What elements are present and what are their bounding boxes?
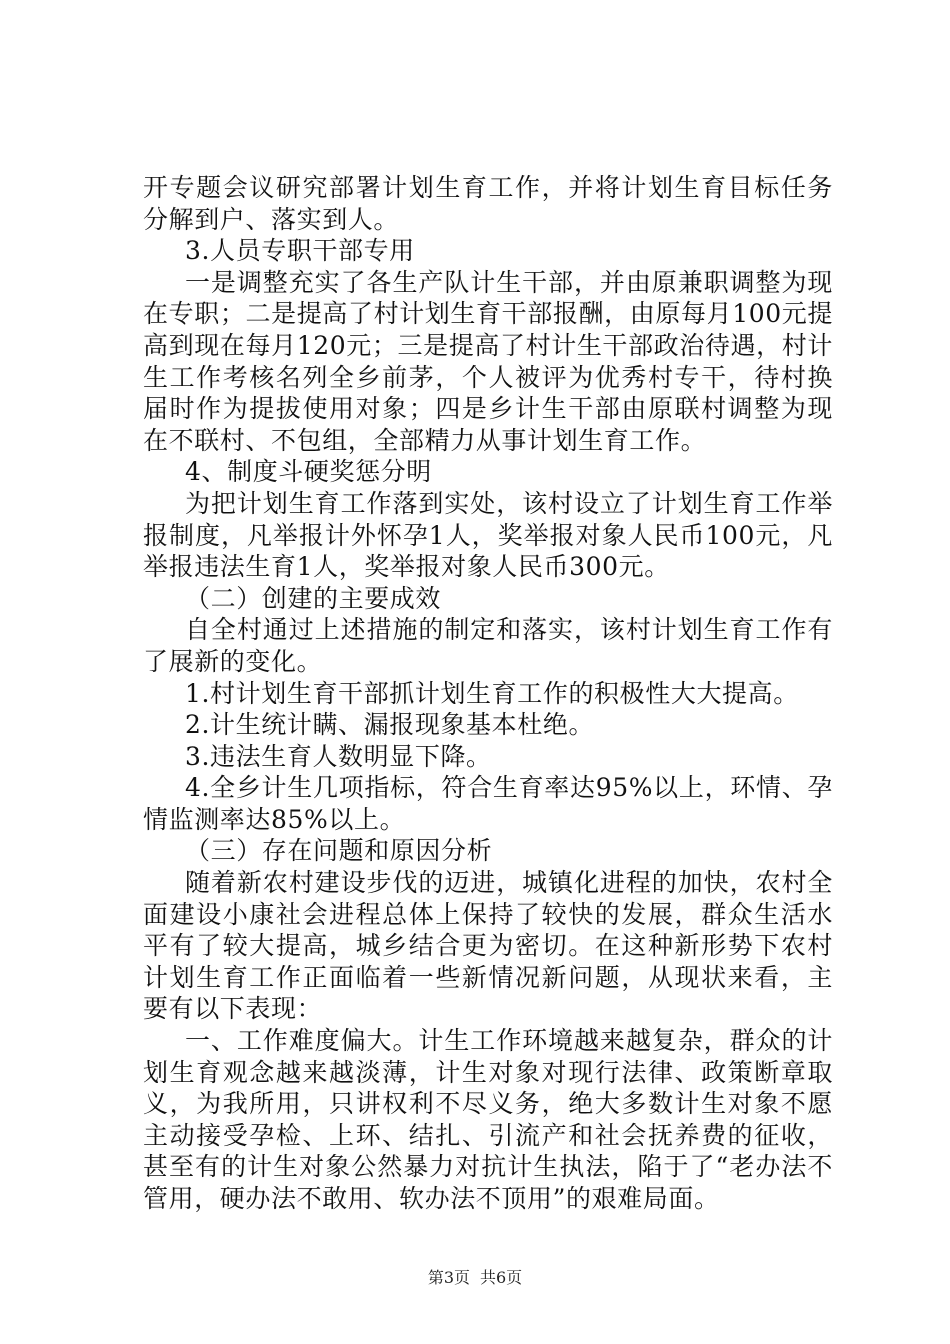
page-number: 第3页	[427, 1268, 470, 1287]
paragraph-staffing: 一是调整充实了各生产队计生干部，并由原兼职调整为现在专职；二是提高了村计划生育干部报酬，由原每月100元提高到现在每月120元；三是提高了村计生干部政治待遇，村计生工作考核名列全乡前茅，个人被评为优秀村专干，待村换届时作为提拔使用对象；四是乡计生干部由原联村调整为现在不联村、不包组，全部精力从事计划生育工作。	[143, 267, 833, 455]
section-heading-problems: （三）存在问题和原因分析	[185, 836, 493, 866]
page-footer	[0, 1265, 950, 1288]
document-body	[143, 172, 833, 1215]
section-heading-results: （二）创建的主要成效	[185, 583, 442, 613]
subheading-reward-system: 4、制度斗硬奖惩分明	[185, 457, 432, 487]
page-total: 共6页	[480, 1268, 523, 1287]
subheading-staffing: 3.人员专职干部专用	[185, 236, 415, 266]
result-item-3: 3.违法生育人数明显下降。	[185, 741, 492, 771]
paragraph-continuation: 开专题会议研究部署计划生育工作，并将计划生育目标任务分解到户、落实到人。	[143, 173, 833, 234]
paragraph-problems-intro: 随着新农村建设步伐的迈进，城镇化进程的加快，农村全面建设小康社会进程总体上保持了较快的发展，群众生活水平有了较大提高，城乡结合更为密切。在这种新形势下农村计划生育工作正面临着一些新情况新问题，从现状来看，主要有以下表现：	[143, 868, 833, 1024]
result-item-2: 2.计生统计瞒、漏报现象基本杜绝。	[185, 710, 595, 740]
paragraph-problem-1: 一、工作难度偏大。计生工作环境越来越复杂，群众的计划生育观念越来越淡薄，计生对象对现行法律、政策断章取义，为我所用，只讲权利不尽义务，绝大多数计生对象不愿主动接受孕检、上环、结扎、引流产和社会抚养费的征收，甚至有的计生对象公然暴力对抗计生执法，陷于了“老办法不管用，硬办法不敢用、软办法不顶用”的艰难局面。	[143, 1026, 833, 1213]
result-item-1: 1.村计划生育干部抓计划生育工作的积极性大大提高。	[185, 678, 799, 708]
result-item-4: 4.全乡计生几项指标，符合生育率达95%以上，环情、孕情监测率达85%以上。	[143, 773, 833, 834]
paragraph-reward-system: 为把计划生育工作落到实处，该村设立了计划生育工作举报制度，凡举报计外怀孕1人，奖举报对象人民币100元，凡举报违法生育1人，奖举报对象人民币300元。	[143, 488, 833, 582]
paragraph-results-intro: 自全村通过上述措施的制定和落实，该村计划生育工作有了展新的变化。	[143, 615, 833, 676]
